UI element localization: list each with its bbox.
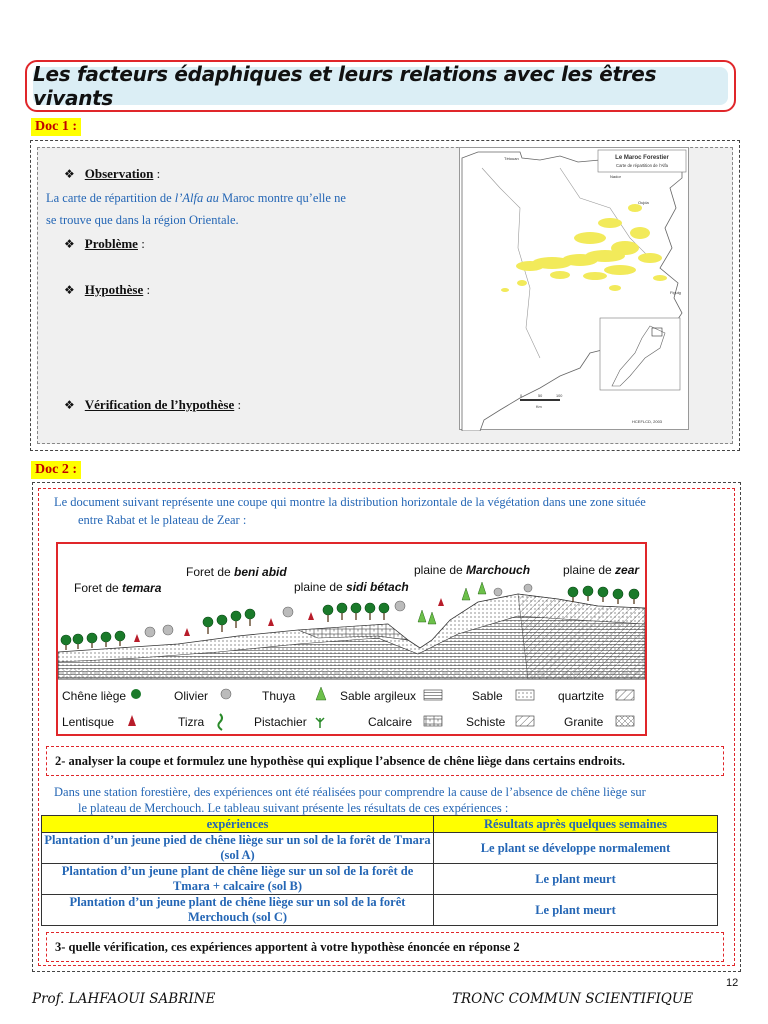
- table-cell-experience: Plantation d’un jeune pied de chêne liège sur un sol de la forêt de Tmara (sol A): [42, 833, 434, 864]
- label-plaine-zear: plaine de zear: [563, 563, 640, 577]
- diamond-bullet-icon: ❖: [64, 237, 75, 251]
- table-cell-result: Le plant se développe normalement: [434, 833, 718, 864]
- scale-unit: Km: [536, 405, 542, 409]
- page-number: 12: [726, 977, 739, 989]
- doc2-intro-line2: entre Rabat et le plateau de Zear :: [78, 513, 247, 527]
- legend-chene-liege: Chêne liège: [62, 689, 127, 703]
- vegetation-cross-section: [56, 542, 647, 736]
- title-inner: [33, 62, 728, 110]
- label-plaine-marchouch: plaine de Marchouch: [414, 563, 531, 577]
- table-header-resultats: Résultats après quelques semaines: [434, 816, 718, 833]
- legend-thuya-icon: [316, 687, 326, 700]
- map-credit: HCEFLCD, 2003: [632, 419, 663, 424]
- probleme-colon: :: [137, 236, 145, 251]
- legend-schiste-swatch: [516, 716, 534, 726]
- verification-colon: :: [234, 397, 242, 412]
- ground-bottom-layer: [58, 670, 645, 679]
- table-row: [42, 864, 718, 895]
- diamond-bullet-icon: ❖: [64, 167, 75, 181]
- hypothese-label: Hypothèse: [84, 282, 144, 297]
- legend-olivier-icon: [221, 689, 231, 699]
- table-cell-experience: Plantation d’un jeune plant de chêne liège sur un sol de la forêt de Tmara + calcaire (sol B): [42, 864, 434, 895]
- footer-class: TRONC COMMUN SCIENTIFIQUE: [452, 991, 694, 1007]
- cross-section-svg: [58, 544, 645, 734]
- diamond-bullet-icon: ❖: [64, 398, 75, 412]
- footer-author: Prof. LAHFAOUI SABRINE: [32, 991, 216, 1007]
- doc2-label: Doc 2 :: [31, 461, 81, 479]
- map-title-box: [598, 150, 686, 172]
- legend-pistachier-icon: [316, 718, 324, 728]
- page-title: Les facteurs édaphiques et leurs relations avec les êtres vivants: [33, 62, 657, 110]
- observation-text-alfa: l’Alfa au: [174, 191, 219, 205]
- legend-sable-argileux-swatch: [424, 690, 442, 700]
- question-3-text: 3- quelle vérification, ces expériences apportent à votre hypothèse énoncée en réponse 2: [55, 939, 520, 954]
- scale-label-0: 0: [520, 394, 523, 398]
- legend-lentisque: Lentisque: [62, 715, 115, 729]
- map-title-2: Carte de répartition de l’Alfa: [616, 163, 668, 168]
- doc2-intro2-line2: le plateau de Merchouch. Le tableau suivant présente les résultats de ces expériences :: [78, 801, 509, 815]
- table-cell-result: Le plant meurt: [434, 864, 718, 895]
- observation-text-part1: La carte de répartition de: [46, 191, 175, 205]
- observation-label: Observation: [84, 166, 154, 181]
- legend-thuya: Thuya: [262, 689, 296, 703]
- legend-schiste: Schiste: [466, 715, 506, 729]
- place-nador: Nador: [610, 174, 621, 179]
- observation-text-part2: Maroc montre qu’elle ne: [218, 191, 346, 205]
- legend-calcaire: Calcaire: [368, 715, 413, 729]
- hypothese-colon: :: [143, 282, 151, 297]
- table-header-experiences: expériences: [42, 816, 434, 833]
- table-row: [42, 833, 718, 864]
- observation-item: [64, 166, 160, 182]
- legend-sable-swatch: [516, 690, 534, 700]
- legend-tizra-icon: [218, 714, 222, 730]
- legend-pistachier: Pistachier: [254, 715, 307, 729]
- observation-text-part3: se trouve que dans la région Orientale.: [46, 213, 239, 227]
- question-2-box: [46, 746, 724, 776]
- label-foret-temara: Foret de temara: [74, 581, 162, 595]
- place-oujda: Oujda: [638, 200, 649, 205]
- question-3-box: [46, 932, 724, 962]
- legend-calcaire-swatch: [424, 716, 442, 726]
- verification-item: [64, 397, 241, 413]
- legend-granite-swatch: [616, 716, 634, 726]
- legend: [62, 687, 634, 730]
- alfa-map: [459, 147, 689, 430]
- place-tetouan: Tétouan: [504, 156, 519, 161]
- legend-lentisque-icon: [128, 715, 136, 726]
- label-plaine-sidi-betach: plaine de sidi bétach: [294, 580, 409, 594]
- legend-quartzite-swatch: [616, 690, 634, 700]
- results-table: [41, 815, 718, 926]
- place-figuig: Figuig: [670, 290, 681, 295]
- doc2-intro2: [54, 784, 734, 816]
- legend-olivier: Olivier: [174, 689, 209, 703]
- table-cell-experience: Plantation d’un jeune plant de chêne liège sur un sol de la forêt Merchouch (sol C): [42, 895, 434, 926]
- table-row: [42, 895, 718, 926]
- table-header-row: [42, 816, 718, 833]
- doc1-label: Doc 1 :: [31, 118, 81, 136]
- table-cell-result: Le plant meurt: [434, 895, 718, 926]
- probleme-label: Problème: [84, 236, 138, 251]
- hypothese-item: [64, 282, 150, 298]
- scale-label-50: 50: [538, 394, 543, 398]
- doc2-intro: [54, 493, 724, 529]
- scale-label-100: 100: [556, 394, 563, 398]
- probleme-item: [64, 236, 145, 252]
- map-title-1: Le Maroc Forestier: [615, 155, 669, 161]
- doc2-intro-line1: Le document suivant représente une coupe qui montre la distribution horizontale de la végétation dans une zone située: [54, 495, 646, 509]
- verification-label: Vérification de l’hypothèse: [84, 397, 235, 412]
- legend-tizra: Tizra: [178, 715, 205, 729]
- observation-text: [46, 187, 406, 231]
- label-foret-beni-abid: Foret de beni abid: [186, 565, 287, 579]
- legend-sable: Sable: [472, 689, 503, 703]
- doc2-intro2-line1: Dans une station forestière, des expériences ont été réalisées pour comprendre la cause de l’absence de chêne liège sur: [54, 785, 646, 799]
- legend-sable-argileux: Sable argileux: [340, 689, 417, 703]
- legend-quartzite: quartzite: [558, 689, 605, 703]
- ground-quartzite-layer: [518, 594, 645, 679]
- question-2-text: 2- analyser la coupe et formulez une hypothèse qui explique l’absence de chêne liège dans certains endroits.: [55, 753, 626, 768]
- legend-chene-icon: [131, 689, 141, 699]
- observation-colon: :: [153, 166, 161, 181]
- diamond-bullet-icon: ❖: [64, 283, 75, 297]
- legend-granite: Granite: [564, 715, 604, 729]
- title-banner: [25, 60, 736, 112]
- morocco-map-svg: [460, 148, 690, 431]
